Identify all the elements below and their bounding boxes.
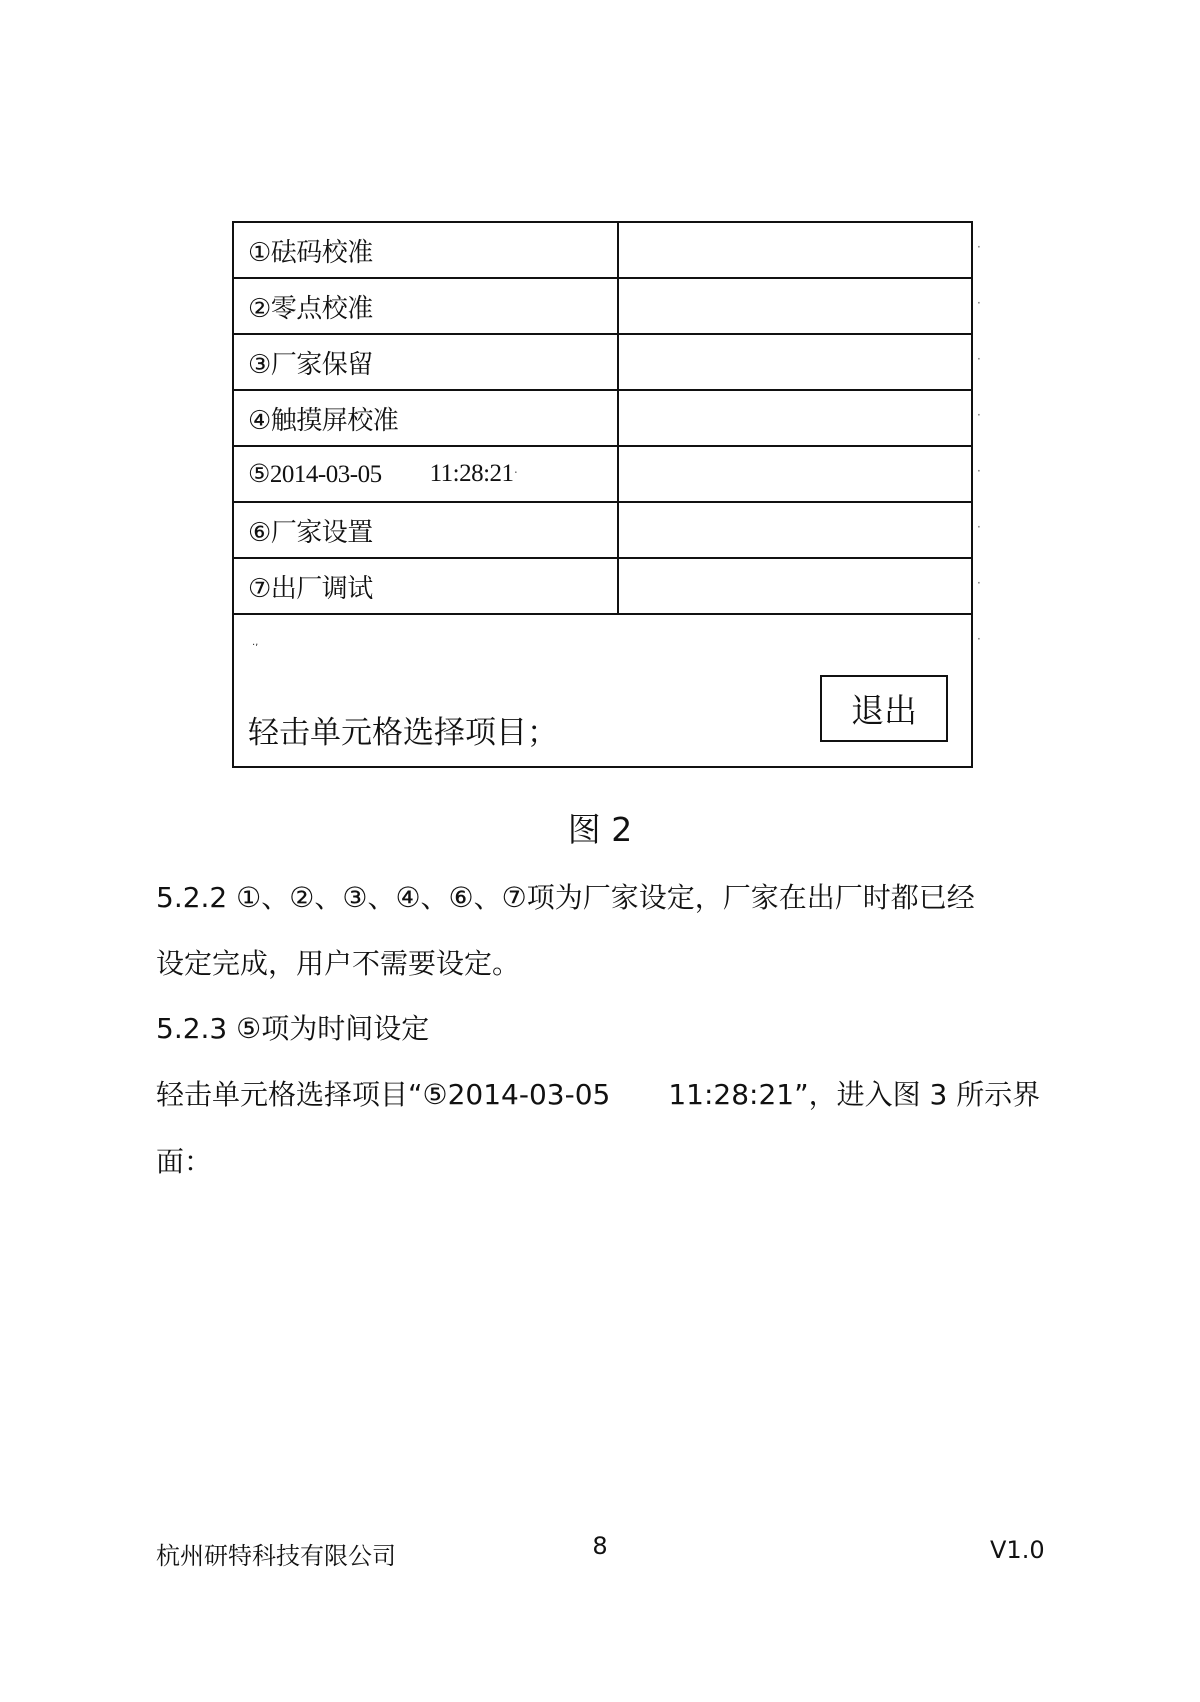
edge-dot: · [977, 408, 981, 422]
edge-dot: · [977, 576, 981, 590]
menu-item-date: ⑤2014-03-05 [248, 461, 382, 488]
settings-menu-table [232, 221, 973, 768]
section-5-2-2-line-2: 设定完成，用户不需要设定。 [156, 947, 521, 980]
figure-caption: 图 2 [567, 810, 633, 849]
section-5-2-3-line-1-part-a: 轻击单元格选择项目“⑤2014-03-05 [156, 1078, 611, 1111]
section-5-2-3-heading: 5.2.3 ⑤项为时间设定 [156, 1012, 430, 1045]
edge-dot: · [977, 464, 981, 478]
menu-item-label: ①砝码校准 [234, 223, 619, 277]
menu-item-label: ②零点校准 [234, 279, 619, 333]
edge-dot: · [977, 520, 981, 534]
menu-item-label: ⑥厂家设置 [234, 503, 619, 557]
menu-item-value [619, 447, 971, 501]
menu-row-factory-settings[interactable] [234, 503, 971, 559]
menu-row-zero-calibration[interactable] [234, 279, 971, 335]
hint-text: 轻击单元格选择项目； [248, 715, 558, 751]
section-5-2-3-line-1 [156, 1073, 1056, 1113]
menu-row-touchscreen-calibration[interactable] [234, 391, 971, 447]
menu-item-time: 11:28:21 [429, 460, 514, 487]
menu-item-value [619, 391, 971, 445]
menu-item-time-mark: · [513, 466, 518, 481]
menu-item-label: ⑦出厂调试 [234, 559, 619, 613]
menu-row-factory-reserved[interactable] [234, 335, 971, 391]
menu-item-datetime-label [234, 447, 619, 501]
small-mark: ., [252, 637, 259, 648]
exit-button[interactable]: 退出 [820, 675, 948, 742]
menu-row-datetime[interactable] [234, 447, 971, 503]
footer-page-number: 8 [592, 1532, 608, 1560]
section-5-2-3-line-1-part-b: 11:28:21”，进入图 3 所示界 [668, 1078, 1041, 1111]
section-5-2-2-line-1: 5.2.2 ①、②、③、④、⑥、⑦项为厂家设定，厂家在出厂时都已经 [156, 881, 975, 914]
menu-item-value [619, 223, 971, 277]
menu-item-value [619, 559, 971, 613]
footer-version: V1.0 [990, 1536, 1045, 1564]
menu-item-label: ③厂家保留 [234, 335, 619, 389]
menu-item-value [619, 503, 971, 557]
menu-row-weight-calibration[interactable] [234, 223, 971, 279]
edge-dot: · [977, 240, 981, 254]
menu-footer-area [234, 615, 971, 766]
menu-item-value [619, 335, 971, 389]
footer-company: 杭州研特科技有限公司 [156, 1542, 396, 1570]
menu-item-label: ④触摸屏校准 [234, 391, 619, 445]
edge-dot: · [977, 352, 981, 366]
edge-dot: · [977, 296, 981, 310]
menu-row-factory-debug[interactable] [234, 559, 971, 615]
menu-item-value [619, 279, 971, 333]
edge-dot: · [977, 632, 981, 646]
section-5-2-3-line-2: 面： [156, 1145, 213, 1178]
